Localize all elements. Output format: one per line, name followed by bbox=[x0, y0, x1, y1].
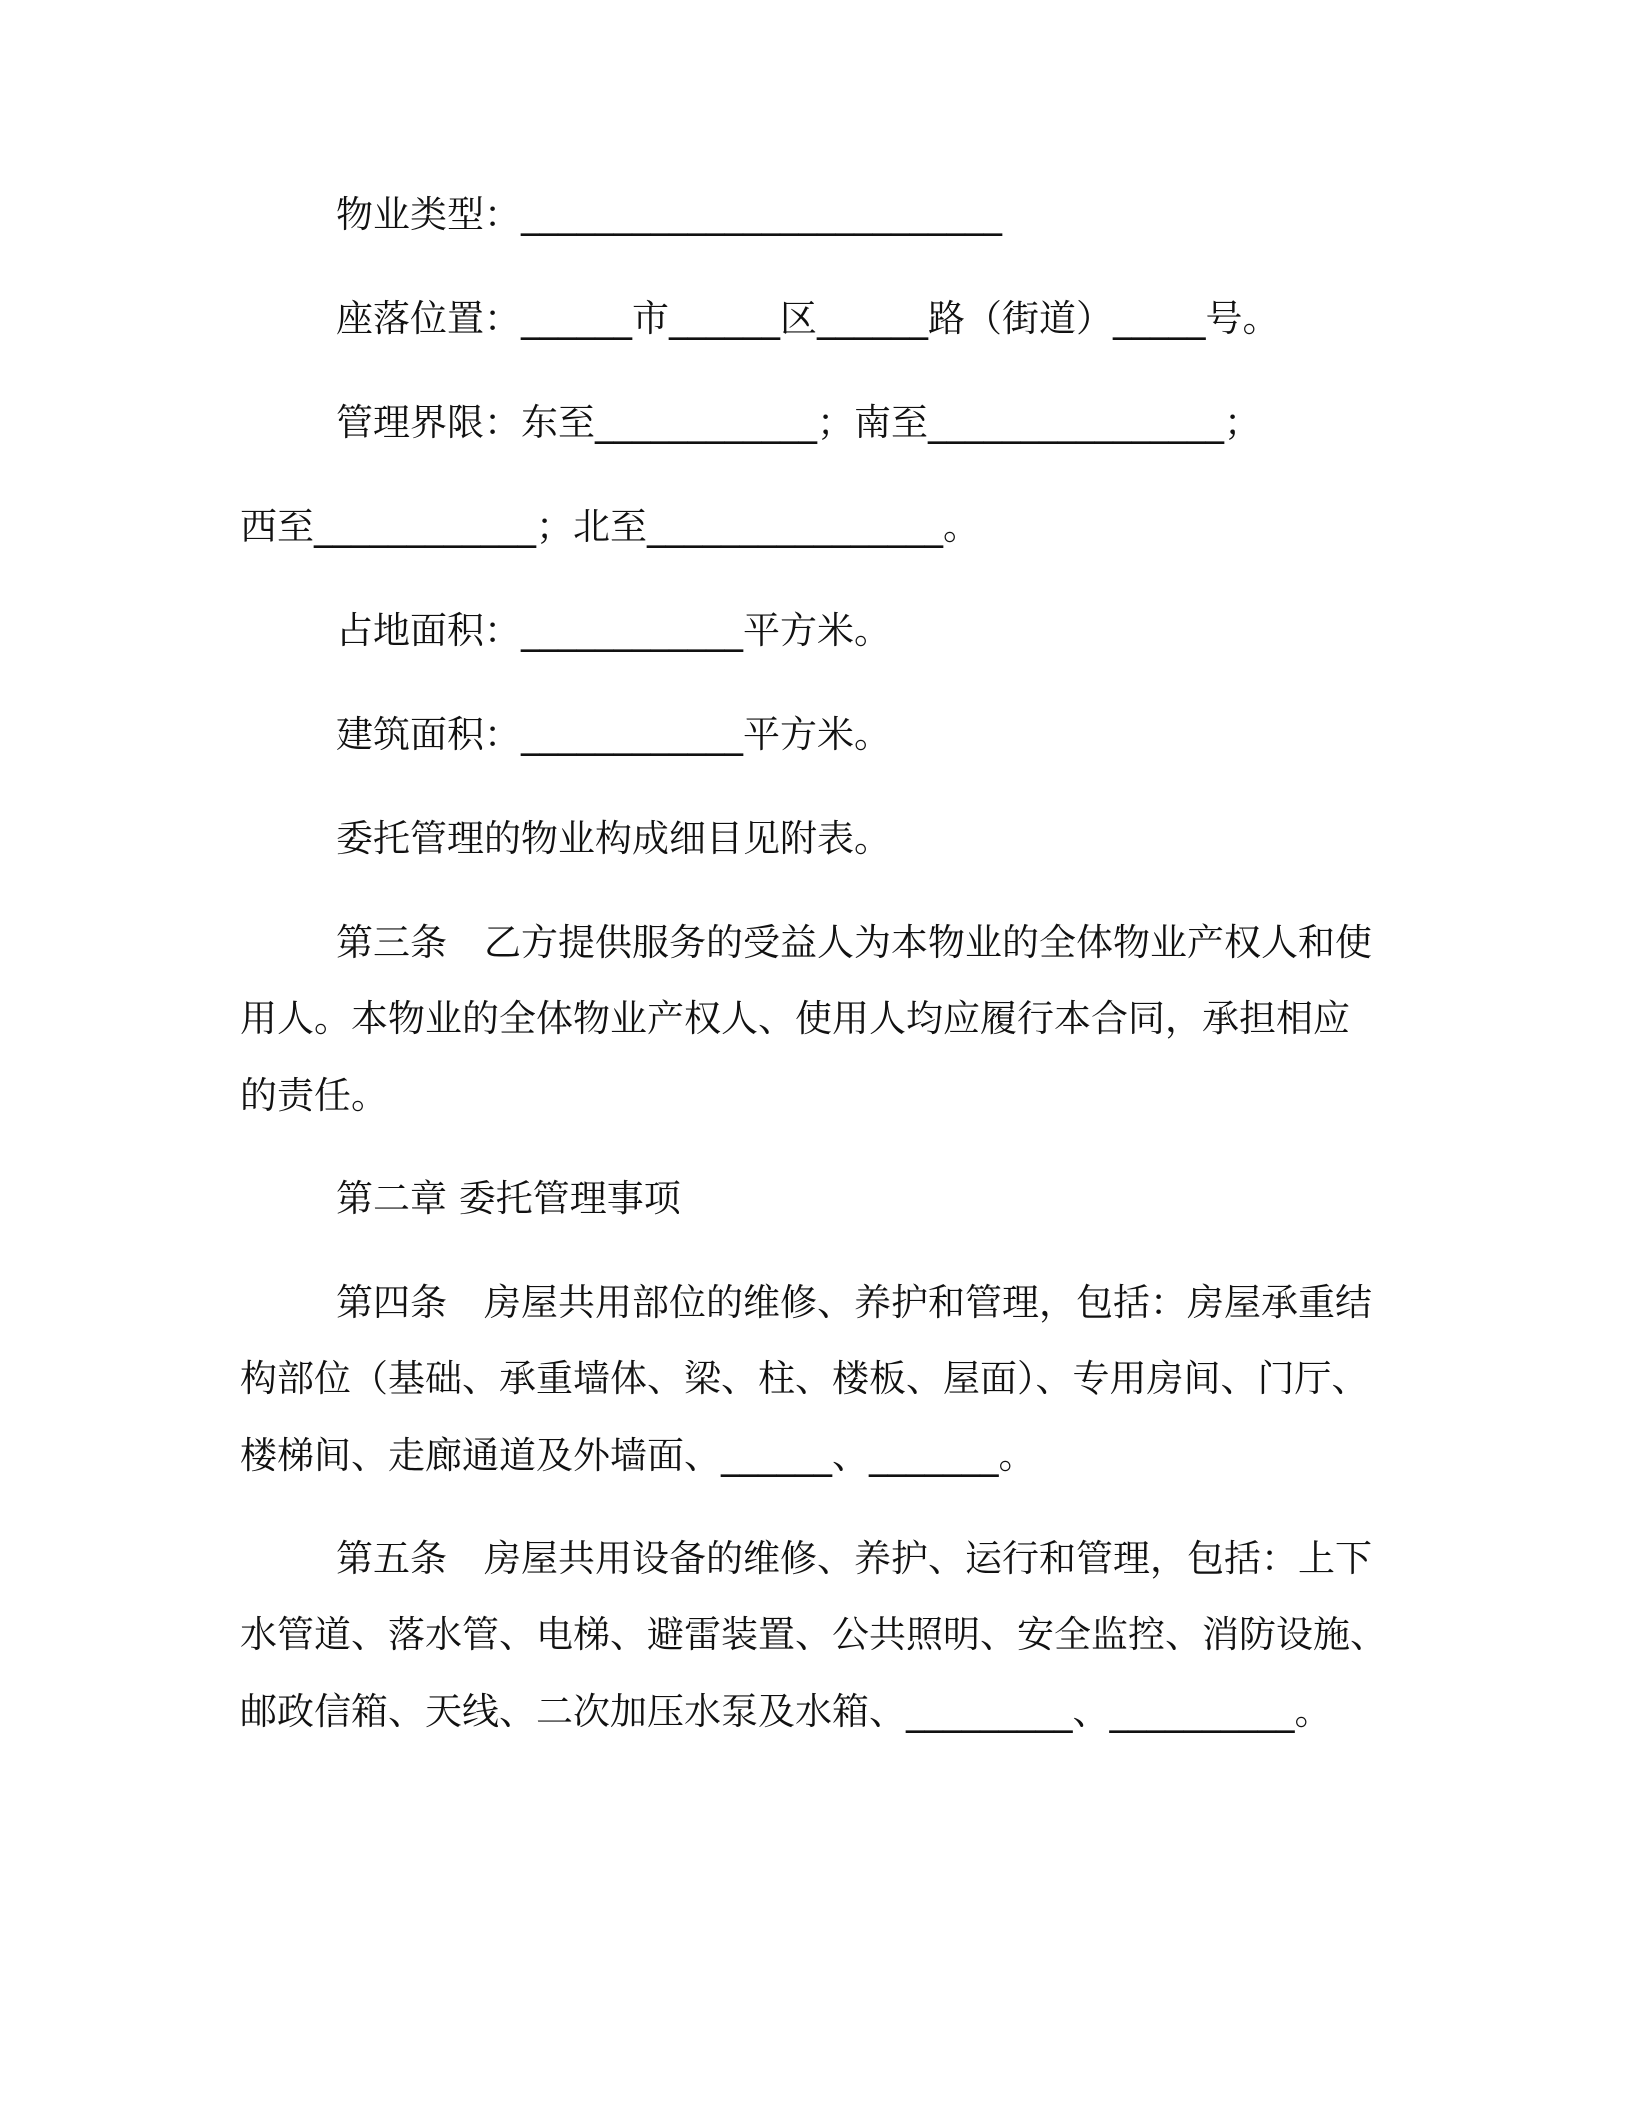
land-area-line: 占地面积：____________平方米。 bbox=[336, 609, 891, 652]
article-3-line-2: 用人。本物业的全体物业产权人、使用人均应履行本合同，承担相应 bbox=[240, 997, 1350, 1040]
chapter-2-heading: 第二章 委托管理事项 bbox=[336, 1177, 681, 1220]
article-5-line-1: 第五条 房屋共用设备的维修、养护、运行和管理，包括：上下 bbox=[336, 1537, 1372, 1580]
article-4-line-3: 楼梯间、走廊通道及外墙面、______、_______。 bbox=[240, 1434, 1036, 1477]
article-5-line-2: 水管道、落水管、电梯、避雷装置、公共照明、安全监控、消防设施、 bbox=[240, 1613, 1387, 1656]
article-3-line-3: 的责任。 bbox=[240, 1074, 388, 1117]
appendix-note-line: 委托管理的物业构成细目见附表。 bbox=[336, 817, 891, 860]
property-type-line: 物业类型：__________________________ bbox=[336, 193, 1002, 236]
location-line: 座落位置：______市______区______路（街道）_____号。 bbox=[336, 297, 1280, 340]
boundary-line-west-north: 西至____________；北至________________。 bbox=[240, 505, 980, 548]
article-4-line-2: 构部位（基础、承重墙体、梁、柱、楼板、屋面）、专用房间、门厅、 bbox=[240, 1357, 1369, 1400]
floor-area-line: 建筑面积：____________平方米。 bbox=[336, 713, 891, 756]
article-3-line-1: 第三条 乙方提供服务的受益人为本物业的全体物业产权人和使 bbox=[336, 921, 1372, 964]
article-4-line-1: 第四条 房屋共用部位的维修、养护和管理，包括：房屋承重结 bbox=[336, 1281, 1372, 1324]
boundary-line-east-south: 管理界限：东至____________；南至________________； bbox=[336, 401, 1261, 444]
article-5-line-3: 邮政信箱、天线、二次加压水泵及水箱、_________、__________。 bbox=[240, 1690, 1332, 1733]
